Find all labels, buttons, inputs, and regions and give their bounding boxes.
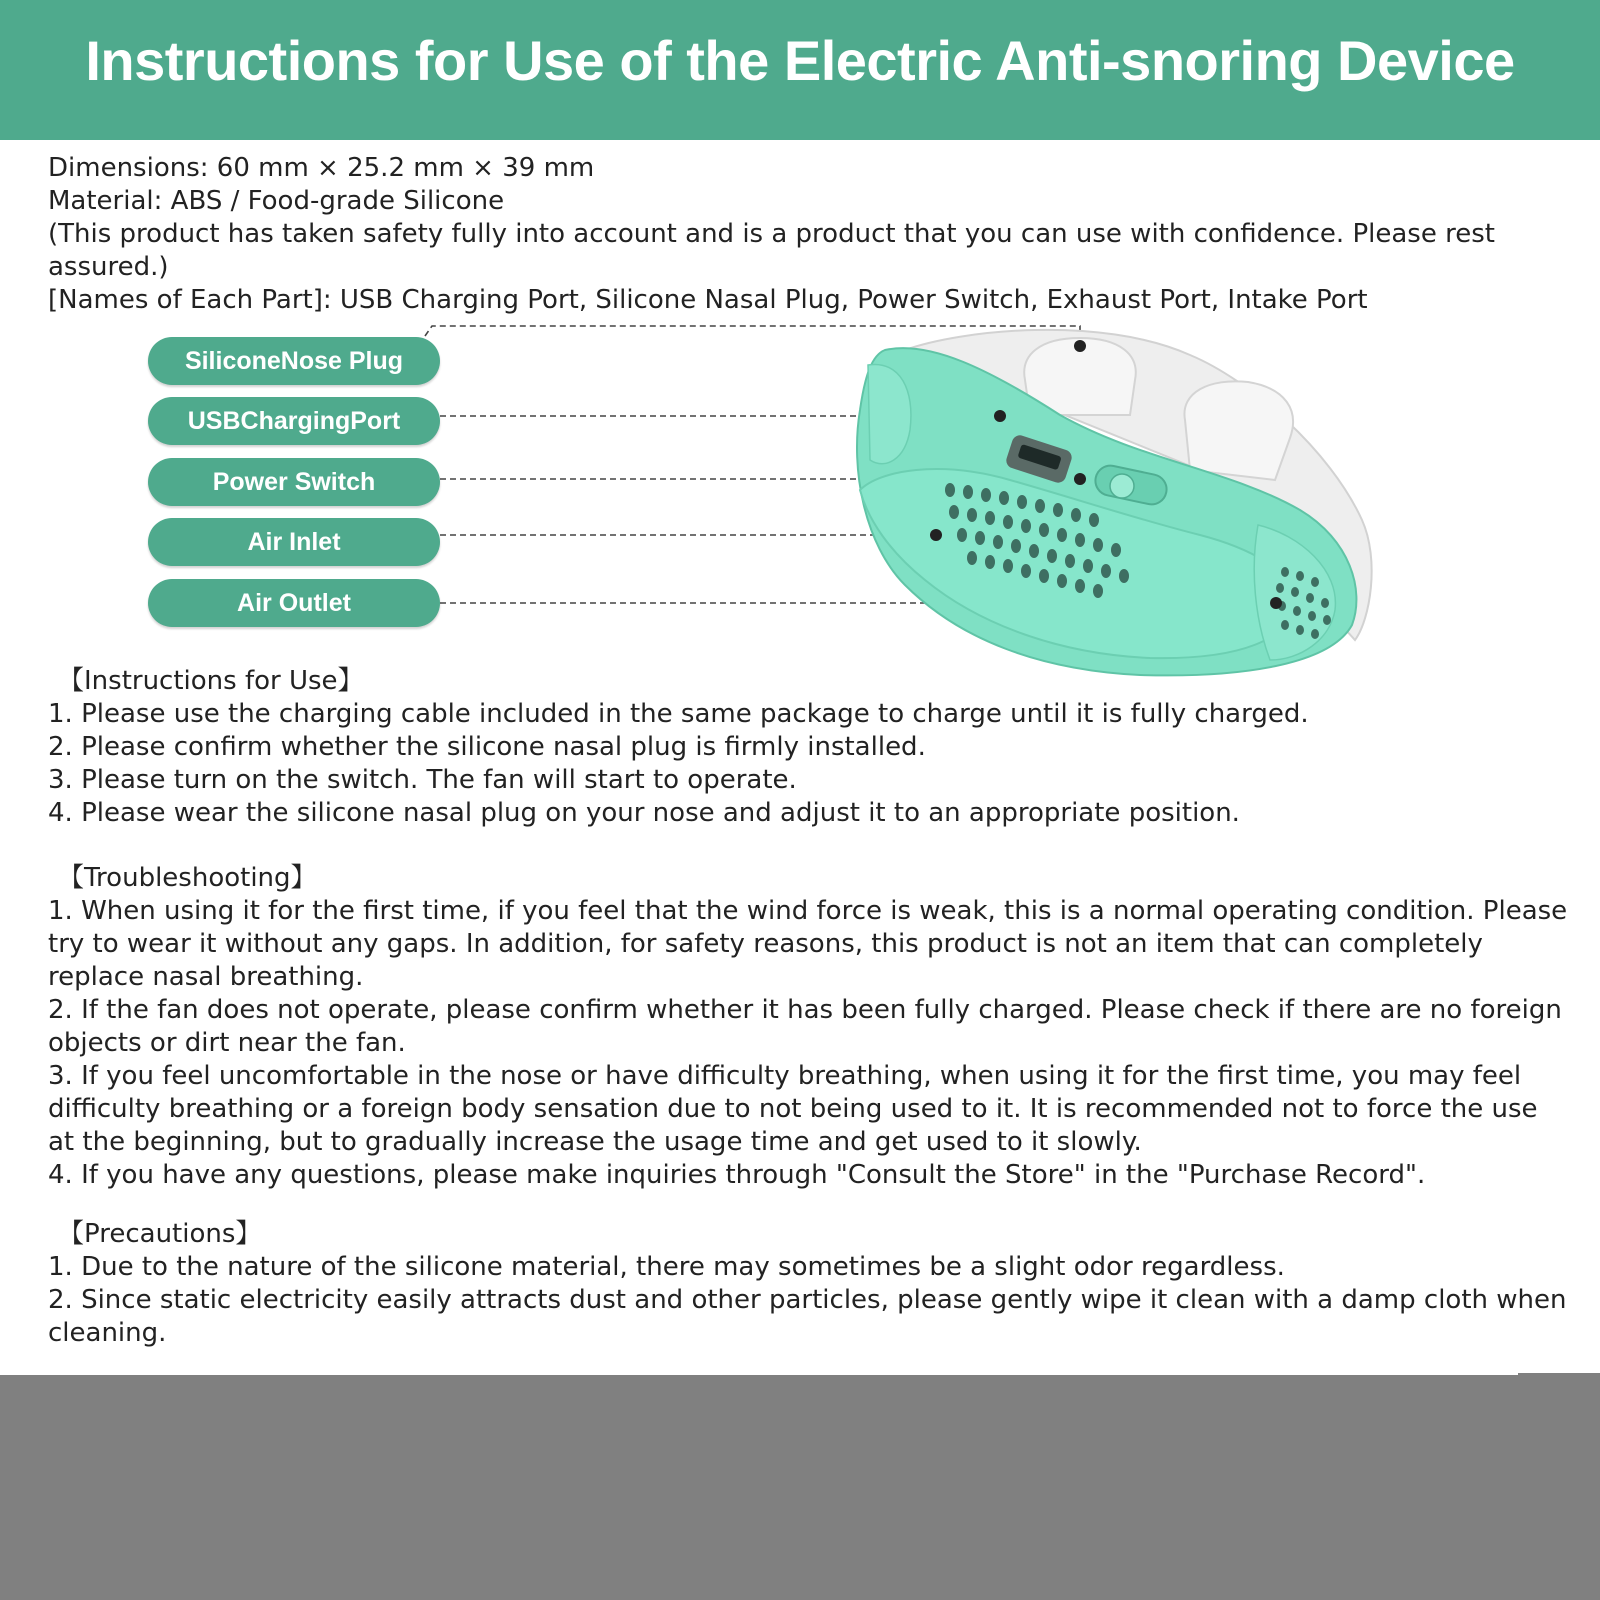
dimensions-row [48, 152, 1558, 185]
switch-pointer-dot [1074, 473, 1086, 485]
troubleshooting-section [48, 862, 1568, 1192]
instructions-heading: 【Instructions for Use】 [58, 666, 364, 696]
troubleshooting-item: 2. If the fan does not operate, please confirm whether it has been fully charged. Please check if there are no foreign objects or dirt near the fan. [48, 995, 1562, 1058]
parts-diagram [0, 320, 1600, 690]
dimensions-value: 60 mm × 25.2 mm × 39 mm [216, 153, 595, 183]
safety-note: (This product has taken safety fully into account and is a product that you can use with confidence. Please rest assured.) [48, 219, 1495, 282]
precautions-section [48, 1218, 1568, 1350]
troubleshooting-item: 3. If you feel uncomfortable in the nose or have difficulty breathing, when using it for the first time, you may feel difficulty breathing or a foreign body sensation due to not being used to it. It is recommended not to force the use at the beginning, but to gradually increase the usage time and get used to it slowly. [48, 1061, 1538, 1157]
instruction-item: 3. Please turn on the switch. The fan will start to operate. [48, 765, 797, 795]
troubleshooting-heading: 【Troubleshooting】 [58, 863, 317, 893]
parts-row [48, 284, 1558, 317]
material-value: ABS / Food-grade Silicone [170, 186, 505, 216]
outlet-pointer-dot [1270, 597, 1282, 609]
page-title: Instructions for Use of the Electric Anti-snoring Device [85, 29, 1515, 92]
dimensions-label: Dimensions: [48, 153, 209, 183]
precaution-item: 2. Since static electricity easily attracts dust and other particles, please gently wipe it clean with a damp cloth when cleaning. [48, 1285, 1567, 1348]
parts-value: USB Charging Port, Silicone Nasal Plug, Power Switch, Exhaust Port, Intake Port [339, 285, 1368, 315]
instruction-item: 1. Please use the charging cable included in the same package to charge until it is fully charged. [48, 699, 1309, 729]
precautions-heading: 【Precautions】 [58, 1219, 262, 1249]
spec-block [48, 152, 1558, 317]
gray-overlay-panel [0, 1375, 1600, 1600]
instructions-section [48, 665, 1568, 830]
material-label: Material: [48, 186, 163, 216]
label-air-outlet: Air Outlet [148, 579, 440, 627]
inlet-pointer-dot [930, 529, 942, 541]
precaution-item: 1. Due to the nature of the silicone material, there may sometimes be a slight odor regardless. [48, 1252, 1285, 1282]
troubleshooting-item: 1. When using it for the first time, if you feel that the wind force is weak, this is a normal operating condition. Please try to wear it without any gaps. In addition, for safety reasons, this product is not an item that can completely replace nasal breathing. [48, 896, 1568, 992]
header-banner [0, 0, 1600, 140]
label-silicone-nose-plug: SiliconeNose Plug [148, 337, 440, 385]
usb-pointer-dot [994, 410, 1006, 422]
label-air-inlet: Air Inlet [148, 518, 440, 566]
nose-plug-pointer-dot [1074, 340, 1086, 352]
label-usb-charging-port: USBChargingPort [148, 397, 440, 445]
parts-label: [Names of Each Part]: [48, 285, 332, 315]
material-row [48, 185, 1558, 218]
label-power-switch: Power Switch [148, 458, 440, 506]
instruction-item: 2. Please confirm whether the silicone nasal plug is firmly installed. [48, 732, 926, 762]
instruction-item: 4. Please wear the silicone nasal plug on your nose and adjust it to an appropriate position. [48, 798, 1240, 828]
troubleshooting-item: 4. If you have any questions, please make inquiries through "Consult the Store" in the "Purchase Record". [48, 1160, 1426, 1190]
